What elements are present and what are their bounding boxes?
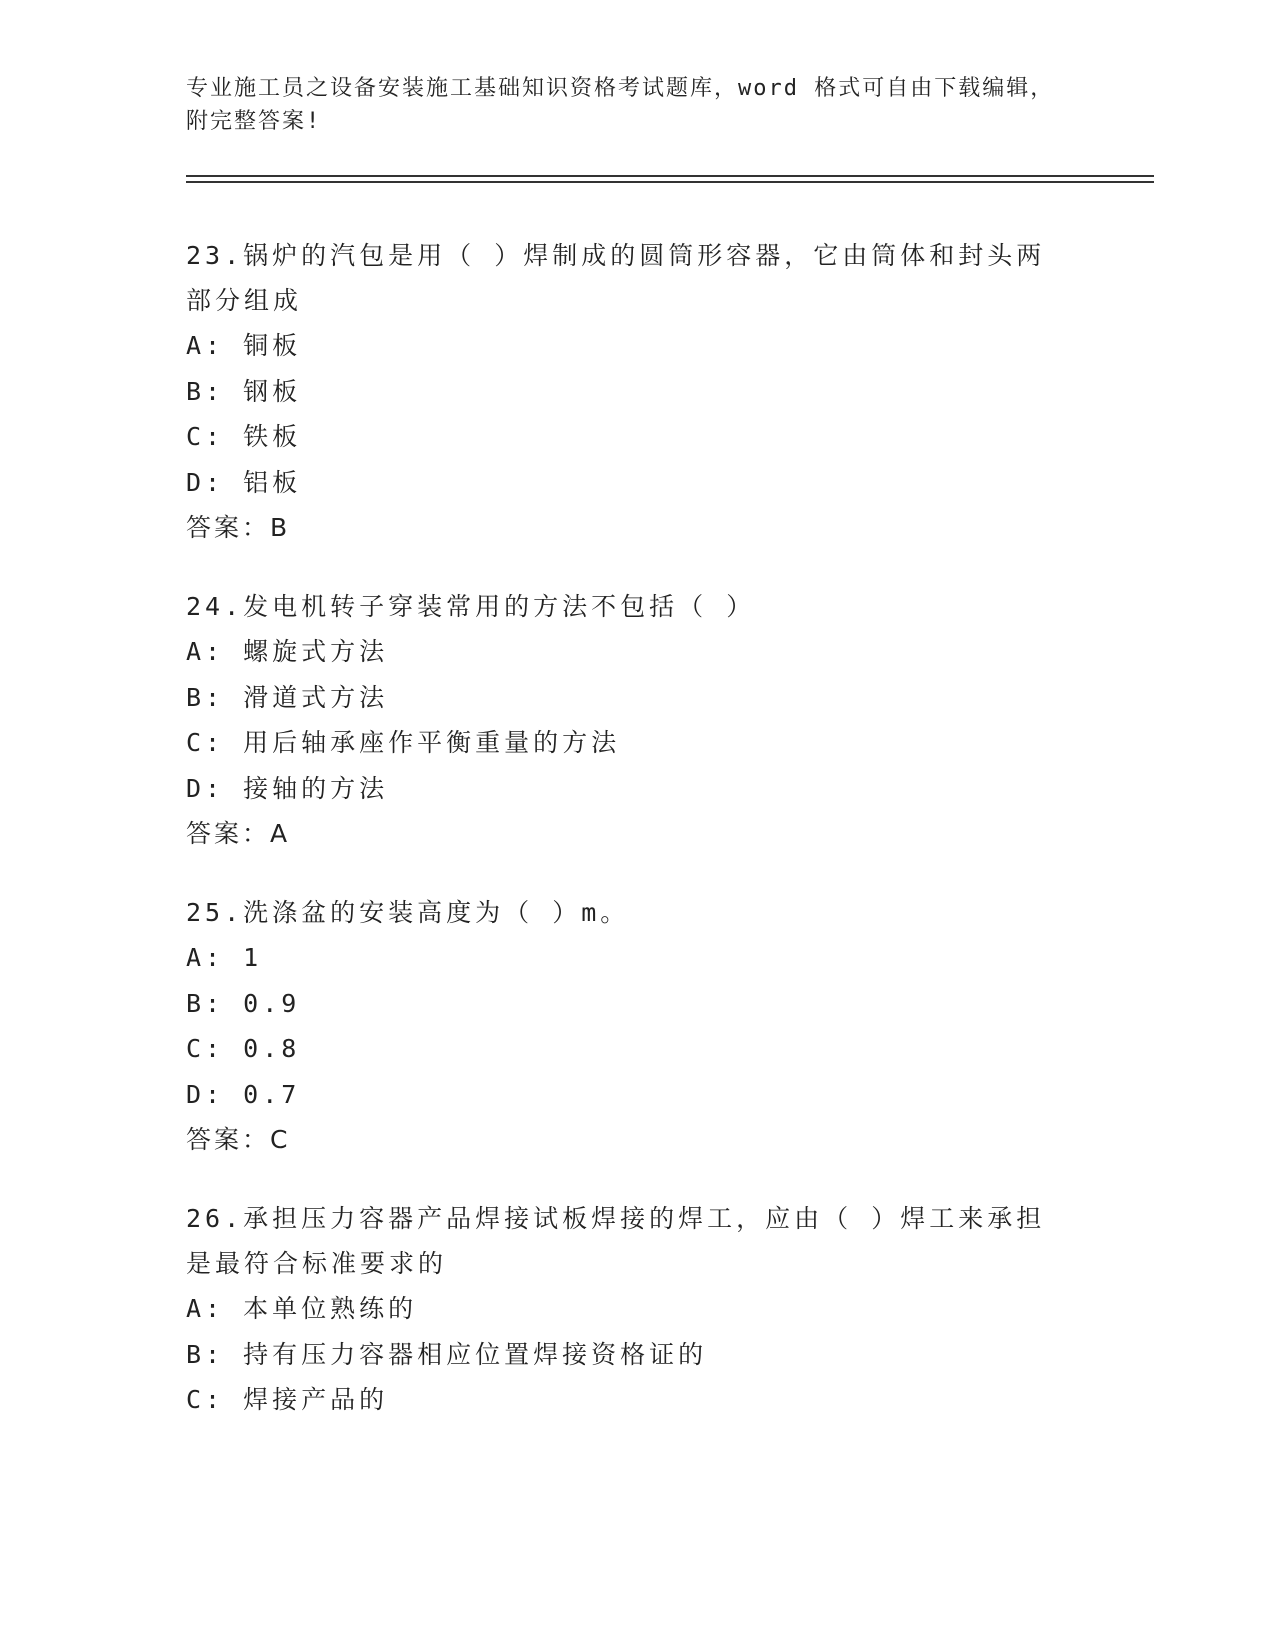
header-divider-bottom [186, 181, 1154, 183]
header-line-1: 专业施工员之设备安装施工基础知识资格考试题库，word 格式可自由下载编辑， [186, 76, 1055, 101]
option-c: C: 0.8 [186, 1034, 301, 1063]
answer-line: 答案：A [186, 819, 291, 848]
header-line-2: 附完整答案! [186, 109, 322, 134]
header-divider-top [186, 175, 1154, 177]
question-stem: 25.洗涤盆的安装高度为（ ）m。 [186, 898, 630, 927]
question-stem: 24.发电机转子穿装常用的方法不包括（ ） [186, 592, 756, 621]
option-d: D: 0.7 [186, 1079, 301, 1109]
option-b: B: 钢板 [186, 376, 302, 406]
question-25 [186, 890, 1066, 1162]
option-c: C: 焊接产品的 [186, 1385, 389, 1414]
option-b: B: 滑道式方法 [186, 682, 389, 712]
option-c: C: 用后轴承座作平衡重量的方法 [186, 728, 621, 757]
option-c: C: 铁板 [186, 422, 302, 451]
option-a: A: 铜板 [186, 331, 302, 360]
question-stem: 23.锅炉的汽包是用（ ）焊制成的圆筒形容器，它由筒体和封头两部分组成 [186, 241, 1046, 315]
question-stem: 26.承担压力容器产品焊接试板焊接的焊工，应由（ ）焊工来承担是最符合标准要求的 [186, 1204, 1046, 1278]
option-d: D: 接轴的方法 [186, 773, 389, 803]
option-a: A: 本单位熟练的 [186, 1294, 418, 1323]
document-header [186, 72, 1066, 138]
question-24 [186, 584, 1066, 856]
option-d: D: 铝板 [186, 467, 302, 497]
answer-line: 答案：B [186, 513, 291, 542]
option-b: B: 持有压力容器相应位置焊接资格证的 [186, 1339, 708, 1369]
question-26 [186, 1196, 1066, 1423]
question-list [186, 233, 1066, 1457]
question-23 [186, 233, 1066, 550]
answer-line: 答案：C [186, 1125, 291, 1154]
option-a: A: 1 [186, 943, 263, 972]
option-a: A: 螺旋式方法 [186, 637, 389, 666]
option-b: B: 0.9 [186, 988, 301, 1018]
